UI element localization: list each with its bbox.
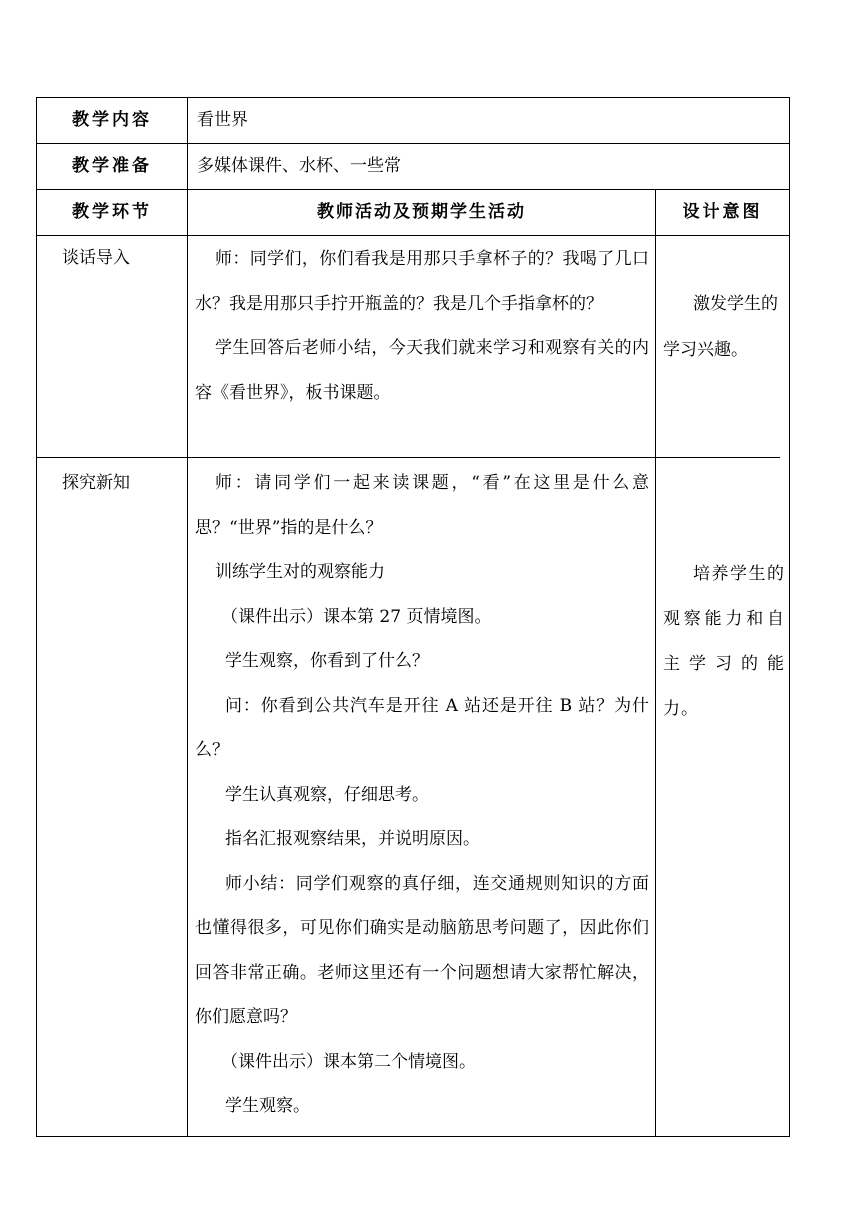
section2-intent bbox=[663, 552, 785, 732]
content-label: 教学内容 bbox=[72, 110, 152, 130]
section1-activity bbox=[195, 237, 649, 415]
header-stage: 教学环节 bbox=[72, 202, 152, 222]
section2-paragraph: 师小结：同学们观察的真仔细，连交通规则知识的方面也懂得很多，可见你们确实是动脑筋思考问题了，因此你们回答非常正确。老师这里还有一个问题想请大家帮忙解决，你们愿意吗？ bbox=[195, 873, 649, 1027]
section1-stage: 谈话导入 bbox=[62, 248, 130, 268]
section2-paragraph: （课件出示）课本第二个情境图。 bbox=[221, 1051, 476, 1072]
section1-paragraph: 师：同学们，你们看我是用那只手拿杯子的？我喝了几口水？我是用那只手拧开瓶盖的？我是几个手指拿杯的？ bbox=[195, 249, 649, 314]
content-value: 看世界 bbox=[197, 110, 248, 130]
lesson-plan-table bbox=[36, 97, 790, 1137]
column-divider bbox=[187, 98, 188, 1136]
section2-intent-text: 培养学生的观察能力和自主学习的能力。 bbox=[663, 564, 785, 719]
section2-paragraph: 学生观察，你看到了什么？ bbox=[225, 651, 429, 671]
section1-paragraph: 学生回答后老师小结，今天我们就来学习和观察有关的内容《看世界》，板书课题。 bbox=[195, 338, 649, 403]
header-intent: 设计意图 bbox=[682, 202, 763, 222]
section2-paragraph: 指名汇报观察结果，并说明原因。 bbox=[225, 829, 480, 849]
row-divider bbox=[37, 457, 780, 458]
preparation-value: 多媒体课件、水杯、一些常 bbox=[197, 156, 401, 176]
section2-paragraph: 训练学生对的观察能力 bbox=[215, 562, 385, 582]
header-activity: 教师活动及预期学生活动 bbox=[317, 202, 526, 222]
section1-intent-text: 激发学生的学习兴趣。 bbox=[663, 294, 778, 360]
row-divider bbox=[37, 235, 789, 236]
section2-paragraph: （课件出示）课本第 27 页情境图。 bbox=[221, 606, 492, 627]
section2-paragraph: 问：你看到公共汽车是开往 A 站还是开往 B 站？为什么？ bbox=[195, 695, 649, 760]
preparation-label: 教学准备 bbox=[72, 156, 152, 176]
section2-paragraph: 师：请同学们一起来读课题，“看”在这里是什么意思？“世界”指的是什么？ bbox=[195, 473, 649, 538]
section2-stage: 探究新知 bbox=[62, 473, 130, 493]
section2-paragraph: 学生认真观察，仔细思考。 bbox=[225, 784, 429, 805]
section1-intent bbox=[663, 281, 785, 373]
section2-paragraph: 学生观察。 bbox=[225, 1096, 310, 1116]
column-divider bbox=[655, 189, 656, 1136]
section2-activity bbox=[195, 461, 649, 1129]
